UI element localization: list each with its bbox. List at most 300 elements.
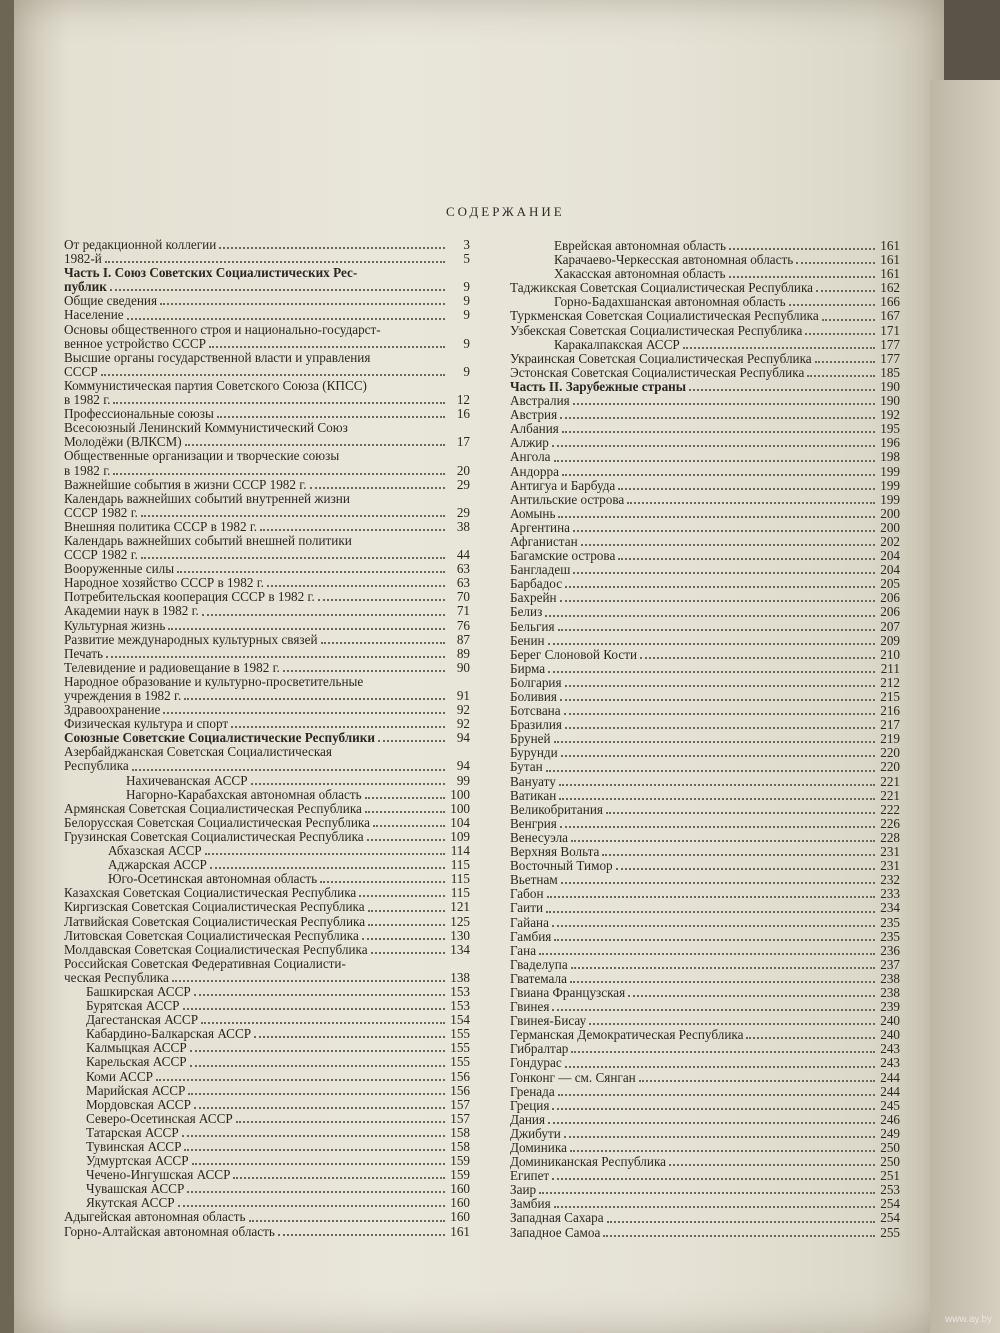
leader-dots xyxy=(184,1149,445,1151)
toc-page-number: 240 xyxy=(880,1013,900,1029)
toc-entry xyxy=(64,633,470,647)
toc-entry xyxy=(64,379,470,393)
leader-dots xyxy=(573,572,875,574)
toc-page-number: 235 xyxy=(880,928,900,944)
toc-page-number: 160 xyxy=(450,1209,470,1225)
toc-entry-title: Ватикан xyxy=(510,787,557,803)
toc-page-number: 154 xyxy=(450,1012,470,1028)
toc-entry-title: Бруней xyxy=(510,731,551,747)
toc-page-number: 157 xyxy=(450,1096,470,1112)
toc-page-number: 209 xyxy=(880,632,900,648)
toc-entry xyxy=(64,492,470,506)
toc-entry-title: Таджикская Советская Социалистическая Республика xyxy=(510,280,814,296)
toc-page-number: 233 xyxy=(880,886,900,902)
leader-dots xyxy=(560,826,875,828)
toc-entry xyxy=(510,605,900,619)
toc-entry-title: Восточный Тимор xyxy=(510,858,613,874)
toc-page-number: 250 xyxy=(880,1140,900,1155)
toc-entry xyxy=(510,690,900,704)
leader-dots xyxy=(194,994,445,996)
toc-page-number: 161 xyxy=(450,1223,470,1239)
toc-entry-title: Доминика xyxy=(510,1140,567,1155)
toc-entry xyxy=(64,731,470,745)
leader-dots xyxy=(554,460,875,462)
toc-entry xyxy=(510,1141,900,1155)
toc-entry-title: Общие сведения xyxy=(64,293,158,309)
leader-dots xyxy=(283,670,445,672)
toc-entry xyxy=(510,718,900,732)
toc-page-number: 161 xyxy=(880,252,900,268)
leader-dots xyxy=(746,1037,875,1039)
toc-entry-title: Аомынь xyxy=(510,505,556,521)
toc-entry-title: Мордовская АССР xyxy=(86,1096,191,1112)
leader-dots xyxy=(182,1135,445,1137)
leader-dots xyxy=(368,924,445,926)
toc-entry xyxy=(510,662,900,676)
toc-entry-title: Северо-Осетинская АССР xyxy=(86,1110,233,1126)
toc-page-number: 239 xyxy=(880,999,900,1015)
leader-dots xyxy=(640,657,875,659)
toc-entry-title: Азербайджанская Советская Социалистическая xyxy=(64,744,332,760)
leader-dots xyxy=(559,798,875,800)
leader-dots xyxy=(156,1079,445,1081)
leader-dots xyxy=(160,303,445,305)
toc-entry xyxy=(510,1056,900,1070)
toc-entry xyxy=(64,478,470,492)
toc-page-number: 207 xyxy=(880,618,900,634)
toc-entry xyxy=(64,774,470,788)
toc-entry xyxy=(510,620,900,634)
toc-entry-title: Развитие международных культурных связей xyxy=(64,631,318,647)
toc-page-number: 226 xyxy=(880,815,900,831)
toc-entry-title: Латвийская Советская Социалистическая Республика xyxy=(64,913,366,929)
toc-page-number: 161 xyxy=(880,238,900,253)
leader-dots xyxy=(365,797,445,799)
toc-page-number: 89 xyxy=(456,645,470,661)
leader-dots xyxy=(321,642,445,644)
toc-entry xyxy=(510,1014,900,1028)
leader-dots xyxy=(127,318,445,320)
leader-dots xyxy=(552,925,875,927)
toc-page-number: 17 xyxy=(456,434,470,450)
leader-dots xyxy=(627,502,875,504)
toc-entry xyxy=(64,1154,470,1168)
toc-entry-title: Бангладеш xyxy=(510,562,571,578)
toc-entry xyxy=(64,393,470,407)
toc-page-number: 238 xyxy=(880,984,900,1000)
toc-page-number: 94 xyxy=(456,730,470,746)
leader-dots xyxy=(554,1206,875,1208)
leader-dots xyxy=(565,727,875,729)
toc-page-number: 90 xyxy=(456,659,470,675)
leader-dots xyxy=(628,995,875,997)
leader-dots xyxy=(190,1065,445,1067)
leader-dots xyxy=(254,1036,445,1038)
toc-entry-title: Белиз xyxy=(510,604,543,620)
toc-entry xyxy=(510,1169,900,1183)
toc-page-number: 254 xyxy=(880,1196,900,1212)
leader-dots xyxy=(183,1008,446,1010)
leader-dots xyxy=(618,488,875,490)
toc-entry xyxy=(510,1127,900,1141)
toc-page-number: 220 xyxy=(880,759,900,775)
toc-entry-title: Великобритания xyxy=(510,801,603,817)
toc-entry xyxy=(64,1041,470,1055)
leader-dots xyxy=(789,304,875,306)
toc-entry-title: Багамские острова xyxy=(510,548,616,564)
leader-dots xyxy=(602,854,875,856)
leader-dots xyxy=(101,374,445,376)
toc-entry-title: Западная Сахара xyxy=(510,1210,604,1226)
leader-dots xyxy=(616,868,875,870)
toc-entry-title: Западное Самоа xyxy=(510,1224,601,1240)
page-title: СОДЕРЖАНИЕ xyxy=(446,204,565,219)
toc-entry-title: Удмуртская АССР xyxy=(86,1153,189,1169)
toc-page-number: 185 xyxy=(880,364,900,380)
toc-entry xyxy=(64,858,470,872)
leader-dots xyxy=(231,726,445,728)
toc-page-number: 158 xyxy=(450,1124,470,1140)
toc-page-number: 3 xyxy=(463,237,470,252)
toc-entry-title: Австралия xyxy=(510,393,570,409)
toc-page-number: 29 xyxy=(456,504,470,520)
leader-dots xyxy=(570,981,875,983)
toc-entry-title: Гамбия xyxy=(510,928,552,944)
toc-entry xyxy=(510,1000,900,1014)
leader-dots xyxy=(187,1191,445,1193)
toc-entry-title: Дания xyxy=(510,1111,546,1127)
leader-dots xyxy=(185,444,445,446)
toc-entry xyxy=(64,266,470,280)
toc-entry-title: Всесоюзный Ленинский Коммунистический Союз xyxy=(64,420,348,436)
toc-entry xyxy=(64,1070,470,1084)
leader-dots xyxy=(318,599,445,601)
toc-entry-title: Молодёжи (ВЛКСМ) xyxy=(64,434,182,450)
toc-entry-title: в 1982 г. xyxy=(64,392,111,408)
leader-dots xyxy=(565,685,875,687)
leader-dots xyxy=(539,1192,875,1194)
toc-page-number: 160 xyxy=(450,1195,470,1211)
toc-entry xyxy=(510,901,900,915)
toc-page-number: 210 xyxy=(880,646,900,662)
toc-entry xyxy=(64,1225,470,1239)
toc-page-number: 155 xyxy=(450,1054,470,1070)
toc-entry xyxy=(64,971,470,985)
toc-entry xyxy=(64,1027,470,1041)
toc-page-number: 235 xyxy=(880,914,900,930)
toc-page-number: 190 xyxy=(880,393,900,409)
toc-entry xyxy=(510,352,900,366)
leader-dots xyxy=(822,319,875,321)
toc-page-number: 155 xyxy=(450,1026,470,1042)
toc-page-number: 228 xyxy=(880,829,900,845)
toc-entry-title: Потребительская кооперация СССР в 1982 г. xyxy=(64,589,315,605)
toc-entry xyxy=(510,408,900,422)
toc-entry xyxy=(64,886,470,900)
toc-page-number: 153 xyxy=(450,983,470,999)
leader-dots xyxy=(559,784,875,786)
toc-entry xyxy=(510,958,900,972)
toc-entry xyxy=(510,803,900,817)
toc-page-number: 254 xyxy=(880,1210,900,1226)
leader-dots xyxy=(278,1234,445,1236)
leader-dots xyxy=(729,276,875,278)
leader-dots xyxy=(573,530,875,532)
toc-entry-title: Египет xyxy=(510,1168,550,1184)
toc-entry-title: СССР 1982 г. xyxy=(64,504,138,520)
toc-page-number: 234 xyxy=(880,900,900,916)
toc-entry xyxy=(510,239,900,253)
toc-entry-title: Якутская АССР xyxy=(86,1195,175,1211)
toc-page-number: 160 xyxy=(450,1181,470,1197)
toc-entry xyxy=(510,563,900,577)
leader-dots xyxy=(564,713,875,715)
leader-dots xyxy=(194,1107,445,1109)
toc-page-number: 202 xyxy=(880,533,900,549)
leader-dots xyxy=(209,346,445,348)
toc-entry-title: Заир xyxy=(510,1182,537,1198)
toc-entry xyxy=(64,252,470,266)
toc-entry-title: СССР xyxy=(64,363,98,379)
toc-entry-title: учреждения в 1982 г. xyxy=(64,688,182,703)
toc-entry-title: Кабардино-Балкарская АССР xyxy=(86,1026,252,1042)
toc-entry-title: Алжир xyxy=(510,435,549,451)
leader-dots xyxy=(178,1205,445,1207)
toc-page-number: 220 xyxy=(880,745,900,761)
toc-page-number: 115 xyxy=(450,885,470,901)
toc-page-number: 114 xyxy=(450,843,470,859)
leader-dots xyxy=(201,1022,445,1024)
leader-dots xyxy=(202,614,445,616)
toc-entry xyxy=(64,1182,470,1196)
toc-entry xyxy=(510,1211,900,1225)
toc-page-number: 94 xyxy=(456,758,470,774)
toc-entry-title: в 1982 г. xyxy=(64,462,111,478)
toc-entry xyxy=(64,449,470,463)
toc-page-number: 199 xyxy=(880,463,900,479)
toc-entry xyxy=(510,1226,900,1240)
toc-entry-title: Важнейшие события в жизни СССР 1982 г. xyxy=(64,476,307,492)
toc-entry xyxy=(64,985,470,999)
toc-page-number: 199 xyxy=(880,491,900,507)
toc-page-number: 100 xyxy=(450,786,470,802)
toc-entry-title: Аджарская АССР xyxy=(108,857,207,873)
toc-entry-title: Общественные организации и творческие союзы xyxy=(64,448,340,464)
toc-entry-title: Белорусская Советская Социалистическая Республика xyxy=(64,814,370,830)
leader-dots xyxy=(113,473,445,475)
toc-entry-title: Бразилия xyxy=(510,717,562,733)
toc-entry-title: Вануату xyxy=(510,773,556,789)
toc-page-number: 156 xyxy=(450,1068,470,1084)
toc-page-number: 244 xyxy=(880,1083,900,1099)
leader-dots xyxy=(367,839,445,841)
leader-dots xyxy=(573,403,875,405)
toc-page-number: 130 xyxy=(450,927,470,943)
toc-page-number: 115 xyxy=(450,857,470,873)
toc-entry-title: Бенин xyxy=(510,632,545,648)
toc-entry xyxy=(64,1168,470,1182)
leader-dots xyxy=(562,431,875,433)
toc-entry xyxy=(64,520,470,534)
toc-page-number: 216 xyxy=(880,703,900,719)
toc-entry xyxy=(64,1098,470,1112)
toc-entry xyxy=(64,999,470,1013)
toc-page-number: 121 xyxy=(450,899,470,915)
leader-dots xyxy=(560,417,875,419)
leader-dots xyxy=(113,402,445,404)
leader-dots xyxy=(267,585,445,587)
toc-page-number: 190 xyxy=(880,378,900,394)
toc-entry xyxy=(64,534,470,548)
toc-entry-title: Высшие органы государственной власти и управления xyxy=(64,349,371,365)
toc-entry-title: Берег Слоновой Кости xyxy=(510,646,638,662)
toc-entry xyxy=(510,366,900,380)
leader-dots xyxy=(188,1093,445,1095)
toc-right-column xyxy=(510,239,900,1240)
toc-entry xyxy=(64,1112,470,1126)
leader-dots xyxy=(807,375,875,377)
toc-entry-title: Абхазская АССР xyxy=(108,843,202,859)
toc-entry-title: Гваделупа xyxy=(510,956,568,972)
toc-page-number: 9 xyxy=(463,363,470,379)
toc-entry-title: Часть I. Союз Советских Социалистических Рес- xyxy=(64,265,358,281)
toc-entry xyxy=(64,759,470,773)
toc-page-number: 134 xyxy=(450,941,470,957)
toc-entry-title: СССР 1982 г. xyxy=(64,547,138,563)
leader-dots xyxy=(689,389,875,391)
background-table-edge xyxy=(0,0,14,1333)
toc-entry xyxy=(64,717,470,731)
leader-dots xyxy=(359,895,445,897)
toc-entry-title: Нахичеванская АССР xyxy=(126,772,248,788)
toc-entry-title: Физическая культура и спорт xyxy=(64,716,229,732)
toc-entry xyxy=(64,1126,470,1140)
toc-page-number: 255 xyxy=(880,1224,900,1240)
toc-entry xyxy=(510,1028,900,1042)
toc-entry-title: Гайана xyxy=(510,914,549,930)
toc-entry-title: Телевидение и радиовещание в 1982 г. xyxy=(64,659,280,675)
toc-page-number: 91 xyxy=(456,688,470,703)
toc-page-number: 206 xyxy=(880,590,900,606)
toc-page-number: 198 xyxy=(880,449,900,465)
toc-entry xyxy=(510,775,900,789)
toc-entry-title: публик xyxy=(64,279,107,295)
toc-entry xyxy=(64,280,470,294)
toc-entry xyxy=(510,281,900,295)
toc-entry-title: Печать xyxy=(64,645,103,661)
toc-page-number: 115 xyxy=(450,871,470,887)
leader-dots xyxy=(365,811,445,813)
watermark: www.ay.by xyxy=(944,1314,992,1325)
toc-entry-title: Бахрейн xyxy=(510,590,557,606)
toc-entry-title: Дагестанская АССР xyxy=(86,1012,199,1028)
toc-page-number: 166 xyxy=(880,294,900,310)
toc-entry xyxy=(510,1085,900,1099)
toc-entry-title: Аргентина xyxy=(510,519,570,535)
toc-entry-title: Молдавская Советская Социалистическая Республика xyxy=(64,941,368,957)
toc-entry-title: Венесуэла xyxy=(510,829,569,845)
toc-entry-title: Афганистан xyxy=(510,533,578,549)
toc-page-number: 205 xyxy=(880,576,900,592)
leader-dots xyxy=(172,980,445,982)
toc-entry-title: Гвинея-Бисау xyxy=(510,1013,587,1029)
toc-page-number: 206 xyxy=(880,604,900,620)
toc-page-number: 5 xyxy=(463,251,470,267)
leader-dots xyxy=(320,881,445,883)
toc-entry xyxy=(64,337,470,351)
toc-entry xyxy=(64,506,470,520)
leader-dots xyxy=(558,1094,875,1096)
toc-entry-title: Бирма xyxy=(510,660,546,676)
toc-entry-title: Марийская АССР xyxy=(86,1082,186,1098)
leader-dots xyxy=(571,840,875,842)
toc-page-number: 109 xyxy=(450,828,470,844)
toc-page-number: 199 xyxy=(880,477,900,493)
toc-entry xyxy=(510,521,900,535)
toc-entry-title: Джибути xyxy=(510,1125,561,1141)
toc-entry-title: Гана xyxy=(510,942,537,958)
toc-entry-title: Тувинская АССР xyxy=(86,1139,182,1154)
leader-dots xyxy=(554,741,875,743)
leader-dots xyxy=(560,600,875,602)
toc-entry-title: Нагорно-Карабахская автономная область xyxy=(126,786,362,802)
toc-entry xyxy=(510,549,900,563)
toc-entry-title: Карачаево-Черкесская автономная область xyxy=(554,252,794,268)
toc-entry-title: Бутан xyxy=(510,759,543,775)
toc-entry xyxy=(510,845,900,859)
leader-dots xyxy=(565,586,875,588)
toc-entry xyxy=(510,535,900,549)
toc-entry xyxy=(510,394,900,408)
toc-entry xyxy=(64,576,470,590)
toc-entry xyxy=(64,590,470,604)
toc-entry xyxy=(510,831,900,845)
toc-entry-title: Внешняя политика СССР в 1982 г. xyxy=(64,518,258,534)
toc-entry xyxy=(64,365,470,379)
toc-page-number: 70 xyxy=(456,589,470,605)
toc-page-number: 9 xyxy=(463,307,470,323)
toc-entry-title: Календарь важнейших событий внешней политики xyxy=(64,532,352,548)
leader-dots xyxy=(110,289,445,291)
leader-dots xyxy=(177,571,445,573)
toc-entry xyxy=(64,929,470,943)
toc-page-number: 250 xyxy=(880,1154,900,1170)
leader-dots xyxy=(683,347,875,349)
toc-page-number: 12 xyxy=(456,392,470,408)
toc-page-number: 251 xyxy=(880,1168,900,1184)
leader-dots xyxy=(539,953,875,955)
toc-page-number: 16 xyxy=(456,406,470,422)
toc-page-number: 167 xyxy=(880,308,900,324)
toc-entry xyxy=(510,253,900,267)
leader-dots xyxy=(210,867,445,869)
toc-entry xyxy=(64,435,470,449)
toc-entry xyxy=(64,915,470,929)
toc-entry-title: Адыгейская автономная область xyxy=(64,1209,246,1225)
toc-entry-title: Антильские острова xyxy=(510,491,625,507)
toc-entry xyxy=(510,704,900,718)
toc-page-number: 153 xyxy=(450,998,470,1014)
leader-dots xyxy=(548,643,875,645)
leader-dots xyxy=(236,1121,445,1123)
toc-page-number: 9 xyxy=(463,293,470,309)
toc-entry-title: Эстонская Советская Социалистическая Республика xyxy=(510,364,805,380)
toc-page-number: 244 xyxy=(880,1069,900,1085)
leader-dots xyxy=(552,1009,875,1011)
toc-page-number: 158 xyxy=(450,1139,470,1154)
toc-entry-title: Здравоохранение xyxy=(64,702,161,718)
toc-page-number: 20 xyxy=(456,462,470,478)
